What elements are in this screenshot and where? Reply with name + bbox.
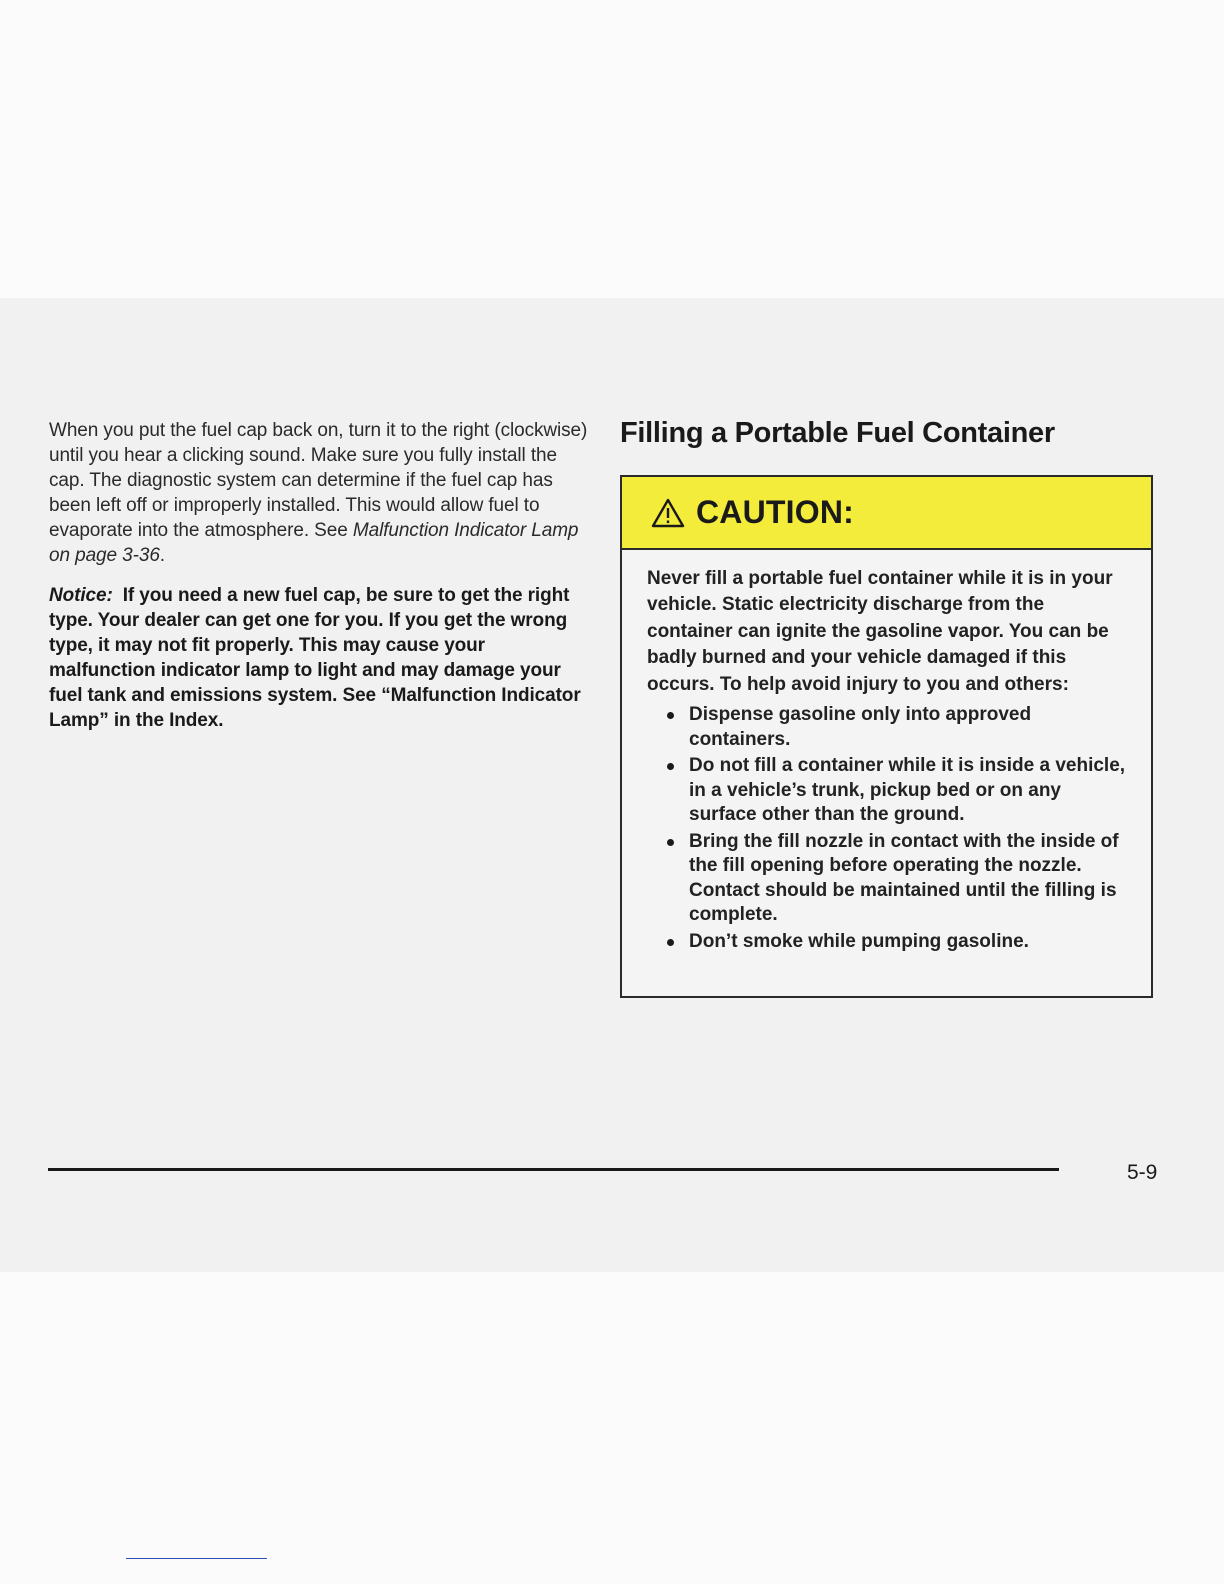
intro-end: . [159, 545, 165, 566]
caution-title: CAUTION: [696, 494, 855, 530]
left-column [49, 418, 589, 733]
bullet-dot-icon [667, 939, 674, 946]
caution-bullet-item [689, 930, 1127, 955]
bullet-dot-icon [667, 839, 674, 846]
caution-header [622, 477, 1151, 550]
bullet-text: Do not fill a container while it is inside a vehicle, in a vehicle’s trunk, pickup bed or on any surface other than the ground. [689, 755, 1126, 826]
caution-bullet-item [689, 703, 1127, 752]
intro-reference: Malfunction Indicator Lamp on page 3-36 [49, 520, 579, 566]
bottom-divider [126, 1558, 267, 1559]
caution-box [620, 475, 1153, 998]
caution-bullet-list [647, 703, 1127, 954]
notice-paragraph [49, 583, 589, 733]
bullet-dot-icon [667, 763, 674, 770]
intro-text: When you put the fuel cap back on, turn it to the right (clockwise) until you hear a clicking sound. Make sure you fully install the cap. The diagnostic system can determine if the fuel cap has been left off or improperly installed. This would allow fuel to evaporate into the atmosphere. See [49, 420, 588, 541]
notice-label: Notice: [49, 585, 113, 606]
warning-triangle-icon [650, 497, 686, 529]
caution-bullet-item [689, 830, 1127, 928]
notice-text: If you need a new fuel cap, be sure to get the right type. Your dealer can get one for you. If you get the wrong type, it may not fit properly. This may cause your malfunction indicator lamp to light and may damage your fuel tank and emissions system. See “Malfunction Indicator Lamp” in the Index. [49, 585, 581, 731]
right-column [620, 412, 1160, 952]
section-title: Filling a Portable Fuel Container [620, 417, 1055, 449]
bullet-text: Bring the fill nozzle in contact with the inside of the fill opening before operating the nozzle. Contact should be maintained until the filling is complete. [689, 830, 1119, 926]
caution-body [622, 550, 1151, 954]
bullet-dot-icon [667, 712, 674, 719]
intro-paragraph [49, 418, 589, 568]
bullet-text: Dispense gasoline only into approved containers. [689, 704, 1032, 750]
footer-rule [48, 1168, 1059, 1171]
page-number: 5-9 [1127, 1161, 1158, 1184]
caution-text: Never fill a portable fuel container while it is in your vehicle. Static electricity discharge from the container can ignite the gasoline vapor. You can be badly burned and your vehicle damaged if this occurs. To help avoid injury to you and others: [647, 568, 1113, 695]
bullet-text: Don’t smoke while pumping gasoline. [689, 930, 1029, 952]
caution-bullet-item [689, 754, 1127, 828]
